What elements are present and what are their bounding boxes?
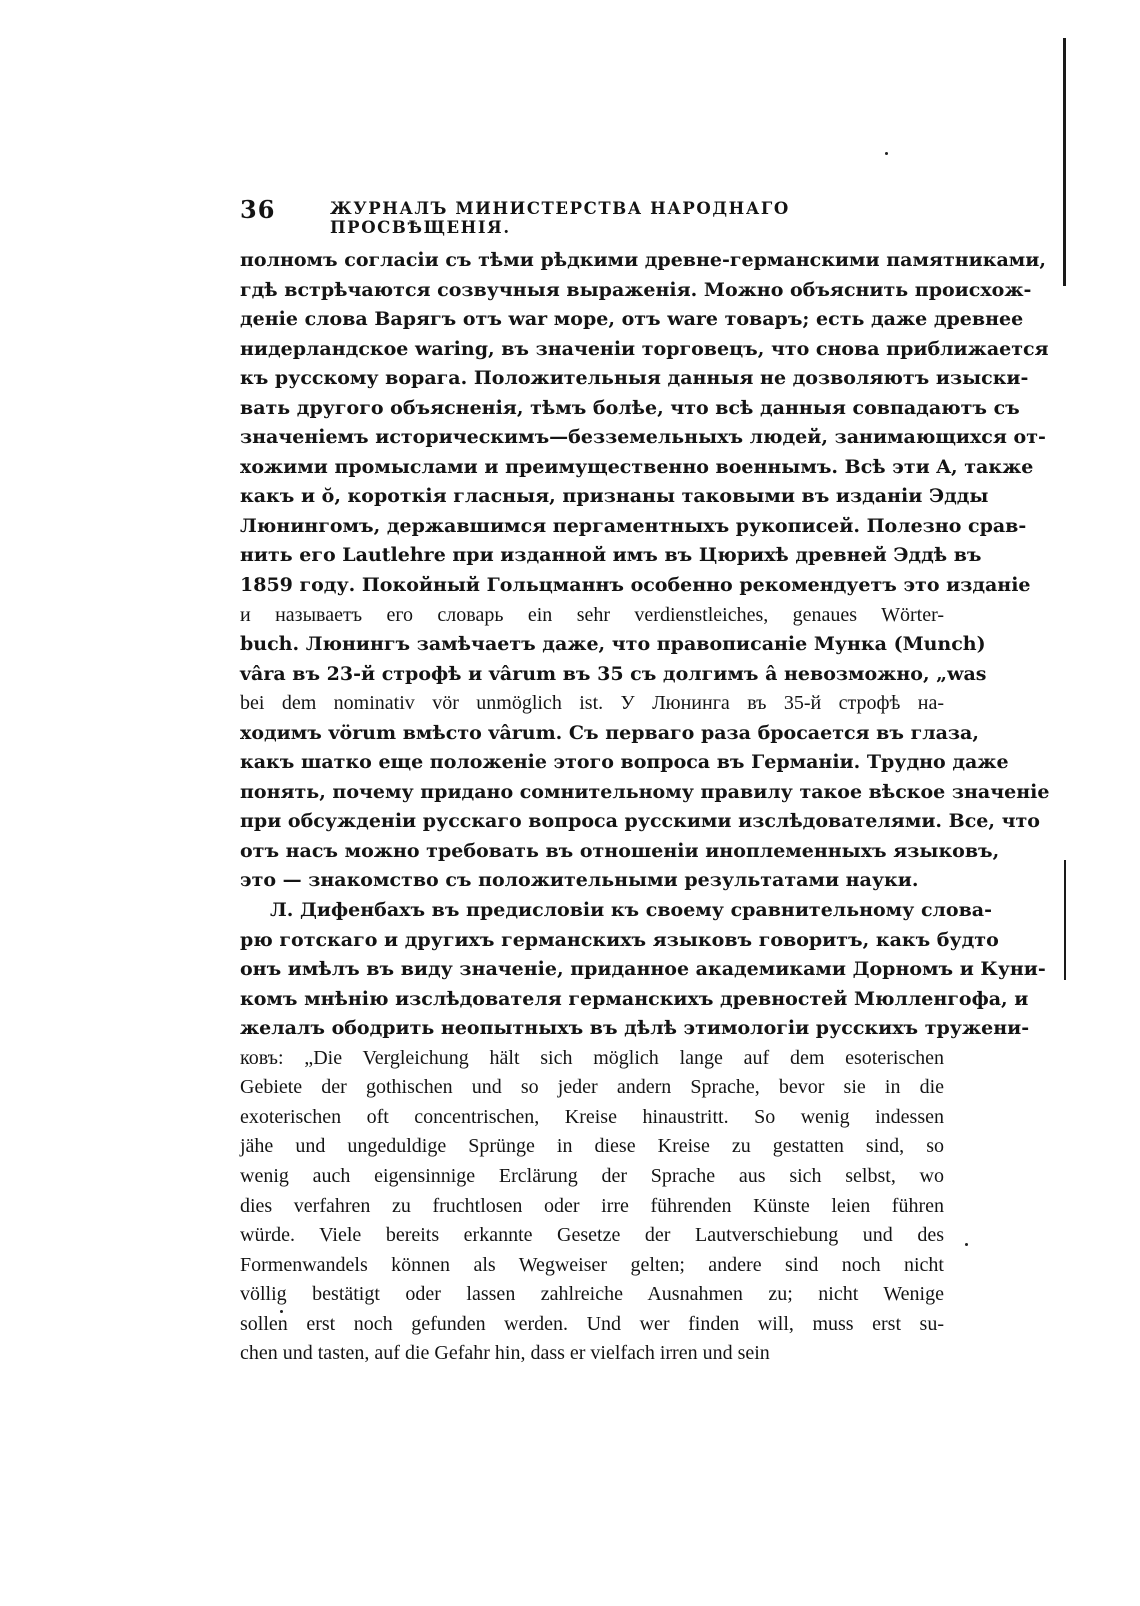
paragraph bbox=[240, 896, 1046, 1369]
text-line: значеніемъ историческимъ—безземельныхъ людей, занимающихся от- bbox=[240, 426, 1046, 449]
text-line: jähe und ungeduldige Sprünge in diese Kreise zu gestatten sind, so bbox=[240, 1135, 944, 1158]
text-line: wenig auch eigensinnige Erclärung der Sprache aus sich selbst, wo bbox=[240, 1164, 944, 1187]
running-head: ЖУРНАЛЪ МИНИСТЕРСТВА НАРОДНАГО ПРОСВѢЩЕНІЯ. bbox=[330, 199, 790, 237]
text-line: какъ и ŏ, короткія гласныя, признаны таковыми въ изданіи Эдды bbox=[240, 485, 989, 508]
text-line: къ русскому ворага. Положительныя данныя не дозволяютъ изыски- bbox=[240, 367, 1029, 390]
text-line: нить его Lautlehre при изданной имъ въ Цюрихѣ древней Эддѣ въ bbox=[240, 544, 982, 567]
text-line: buch. Люнингъ замѣчаетъ даже, что правописаніе Мунка (Munch) bbox=[240, 633, 986, 656]
text-line: рю готскаго и другихъ германскихъ языковъ говоритъ, какъ будто bbox=[240, 928, 999, 951]
text-line: нидерландское waring, въ значеніи торговецъ, что снова приближается bbox=[240, 337, 1049, 360]
text-line: и называетъ его словарь ein sehr verdienstleiches, genaues Wörter- bbox=[240, 603, 944, 626]
scan-edge-line-top bbox=[1063, 38, 1066, 286]
text-line: Люнингомъ, державшимся пергаментныхъ рукописей. Полезно срав- bbox=[240, 514, 1027, 537]
text-line: ковъ: „Die Vergleichung hält sich möglich lange auf dem esoterischen bbox=[240, 1046, 944, 1069]
text-line: деніе слова Варягъ отъ war море, отъ ware товаръ; есть даже древнее bbox=[240, 308, 1024, 331]
text-line: ходимъ vörum вмѣсто vârum. Съ перваго раза бросается въ глаза, bbox=[240, 721, 979, 744]
text-line: отъ насъ можно требовать въ отношеніи иноплеменныхъ языковъ, bbox=[240, 839, 1000, 862]
page-number: 36 bbox=[240, 195, 276, 224]
text-line: exoterischen oft concentrischen, Kreise hinaustritt. So wenig indessen bbox=[240, 1105, 944, 1128]
text-line: гдѣ встрѣчаются созвучныя выраженія. Можно объяснить происхож- bbox=[240, 278, 1032, 301]
text-line: bei dem nominativ vör unmöglich ist. У Люнинга въ 35-й строфѣ на- bbox=[240, 692, 944, 715]
text-line: Formenwandels können als Wegweiser gelten; andere sind noch nicht bbox=[240, 1253, 944, 1276]
text-line: комъ мнѣнію изслѣдователя германскихъ древностей Мюлленгофа, и bbox=[240, 987, 1029, 1010]
text-line: sollen erst noch gefunden werden. Und wer finden will, muss erst su- bbox=[240, 1312, 944, 1335]
text-line: онъ имѣлъ въ виду значеніе, приданное академиками Дорномъ и Куни- bbox=[240, 958, 1046, 981]
text-line: würde. Viele bereits erkannte Gesetze der Lautverschiebung und des bbox=[240, 1224, 944, 1247]
text-line: какъ шатко еще положеніе этого вопроса въ Германіи. Трудно даже bbox=[240, 751, 1009, 774]
text-line: понять, почему придано сомнительному правилу такое вѣское значеніе bbox=[240, 780, 1050, 803]
paragraph bbox=[240, 246, 1050, 896]
text-line: хожими промыслами и преимущественно военнымъ. Всѣ эти A, также bbox=[240, 455, 1034, 478]
text-line: полномъ согласіи съ тѣми рѣдкими древне-германскими памятниками, bbox=[240, 249, 1046, 271]
text-line: dies verfahren zu fruchtlosen oder irre führenden Künste leien führen bbox=[240, 1194, 944, 1217]
text-line: это — знакомство съ положительными результатами науки. bbox=[240, 869, 919, 892]
text-line: вать другого объясненія, тѣмъ болѣе, что всѣ данныя совпадаютъ съ bbox=[240, 396, 1020, 419]
body-text bbox=[240, 246, 1050, 1369]
text-line: при обсужденіи русскаго вопроса русскими изслѣдователями. Все, что bbox=[240, 810, 1040, 833]
text-line: Л. Дифенбахъ въ предисловіи къ своему сравнительному слова- bbox=[270, 899, 992, 922]
scan-speck bbox=[965, 1243, 968, 1246]
text-line: Gebiete der gothischen und so jeder andern Sprache, bevor sie in die bbox=[240, 1076, 944, 1099]
page-header bbox=[240, 195, 940, 237]
text-line: желалъ ободрить неопытныхъ въ дѣлѣ этимологіи русскихъ тружени- bbox=[240, 1017, 1030, 1040]
scan-edge-line-bottom bbox=[1064, 860, 1066, 980]
text-line: vâra въ 23-й строфѣ и vârum въ 35 съ долгимъ â невозможно, „was bbox=[240, 662, 987, 685]
text-line: völlig bestätigt oder lassen zahlreiche Ausnahmen zu; nicht Wenige bbox=[240, 1283, 944, 1306]
text-line: 1859 году. Покойный Гольцманнъ особенно рекомендуетъ это изданіе bbox=[240, 574, 1031, 597]
scan-speck bbox=[885, 152, 888, 155]
text-line: chen und tasten, auf die Gefahr hin, dass er vielfach irren und sein bbox=[240, 1342, 770, 1365]
